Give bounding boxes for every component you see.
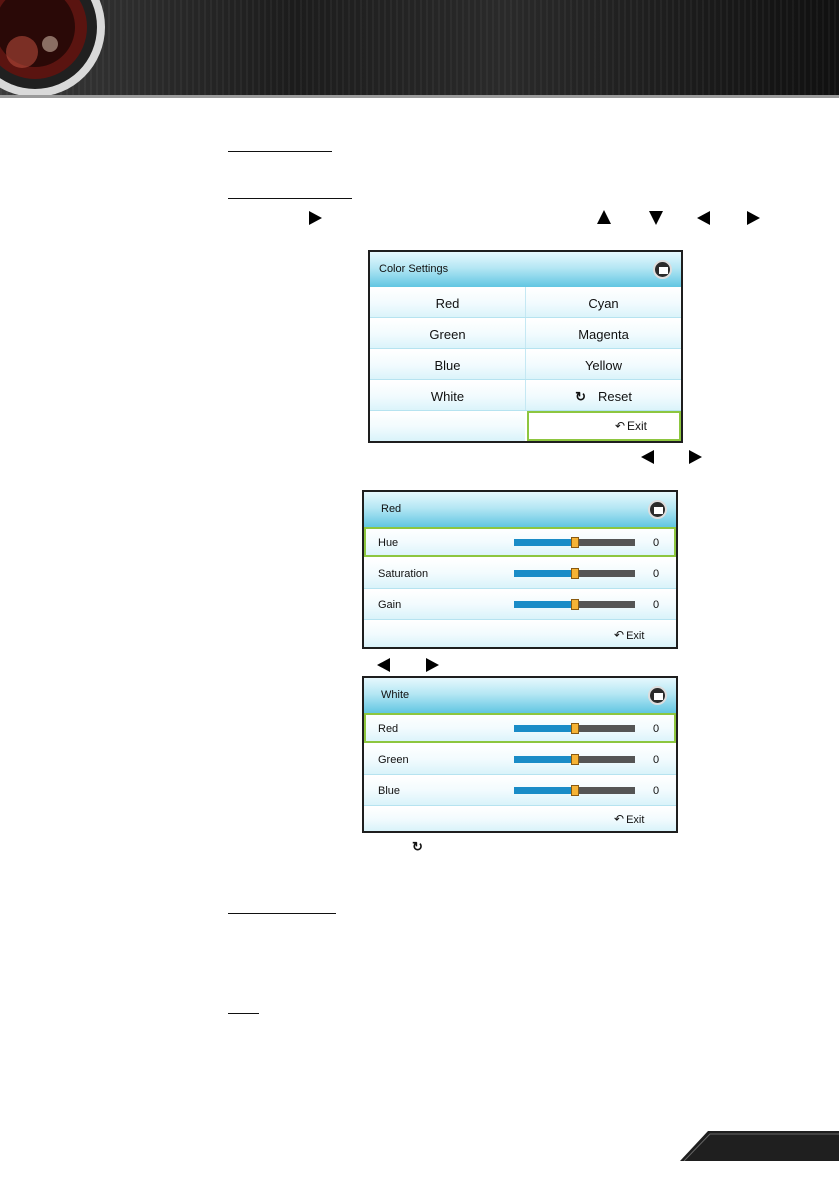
right-arrow-icon <box>747 211 760 225</box>
row-divider <box>370 348 681 349</box>
menu-item-white[interactable] <box>370 380 525 411</box>
exit-button[interactable] <box>614 628 644 642</box>
slider-label: Saturation <box>378 568 429 580</box>
gain-slider[interactable] <box>514 601 635 608</box>
row-divider <box>364 588 676 589</box>
slider-value: 0 <box>652 537 660 549</box>
exit-label: Exit <box>626 814 645 826</box>
color-settings-menu <box>368 250 683 443</box>
exit-return-icon: ↶ <box>614 419 626 433</box>
slider-fill <box>514 601 575 608</box>
menu-item-label: Reset <box>597 389 632 404</box>
exit-return-icon: ↶ <box>614 812 625 826</box>
slider-knob[interactable] <box>571 599 579 610</box>
slider-knob[interactable] <box>571 754 579 765</box>
slider-fill <box>514 787 575 794</box>
reset-icon: ↻ <box>575 389 586 404</box>
slider-knob[interactable] <box>571 568 579 579</box>
menu-title-text: Color Settings <box>379 263 449 275</box>
picture-icon <box>648 686 667 705</box>
left-arrow-icon <box>641 450 654 464</box>
slider-knob[interactable] <box>571 723 579 734</box>
slider-knob[interactable] <box>571 537 579 548</box>
menu-title <box>364 492 676 527</box>
up-arrow-icon <box>597 210 611 224</box>
slider-value: 0 <box>652 754 660 766</box>
left-arrow-icon <box>697 211 710 225</box>
red-adjust-menu <box>362 490 678 649</box>
slider-fill <box>514 539 575 546</box>
menu-item-label: Magenta <box>578 327 629 342</box>
lens-icon <box>0 0 110 98</box>
menu-item-yellow[interactable] <box>526 349 681 380</box>
white-adjust-menu <box>362 676 678 833</box>
menu-item-red[interactable] <box>370 287 525 318</box>
right-arrow-icon <box>309 211 322 225</box>
slider-value: 0 <box>652 785 660 797</box>
menu-item-magenta[interactable] <box>526 318 681 349</box>
heading-underline-2 <box>228 198 352 199</box>
heading-underline-3 <box>228 913 336 914</box>
menu-item-cyan[interactable] <box>526 287 681 318</box>
column-divider <box>525 287 526 411</box>
right-arrow-icon <box>689 450 702 464</box>
exit-return-icon: ↶ <box>614 628 625 642</box>
row-divider <box>370 317 681 318</box>
reset-icon: ↻ <box>412 839 423 854</box>
slider-value: 0 <box>652 568 660 580</box>
menu-item-label: Yellow <box>584 358 623 373</box>
page-footer-tab <box>680 1131 839 1161</box>
slider-fill <box>514 756 575 763</box>
menu-title-text: Red <box>381 503 402 515</box>
hue-slider[interactable] <box>514 539 635 546</box>
menu-title <box>364 678 676 713</box>
row-divider <box>364 805 676 806</box>
heading-underline-1 <box>228 151 332 152</box>
saturation-slider[interactable] <box>514 570 635 577</box>
slider-label: Gain <box>378 599 402 611</box>
menu-item-label: Blue <box>434 358 461 373</box>
menu-item-label: Cyan <box>588 296 619 311</box>
menu-item-label: Green <box>429 327 466 342</box>
picture-icon <box>653 260 672 279</box>
menu-item-label: Red <box>435 296 460 311</box>
slider-value: 0 <box>652 723 660 735</box>
menu-title <box>370 252 681 287</box>
green-slider[interactable] <box>514 756 635 763</box>
slider-fill <box>514 570 575 577</box>
slider-label: Blue <box>378 785 401 797</box>
menu-title-text: White <box>381 689 410 701</box>
exit-button[interactable] <box>527 411 681 441</box>
menu-item-green[interactable] <box>370 318 525 349</box>
slider-fill <box>514 725 575 732</box>
slider-label: Hue <box>378 537 399 549</box>
picture-icon <box>648 500 667 519</box>
exit-button[interactable] <box>614 812 644 826</box>
right-arrow-icon <box>426 658 439 672</box>
blue-slider[interactable] <box>514 787 635 794</box>
slider-label: Green <box>378 754 409 766</box>
slider-knob[interactable] <box>571 785 579 796</box>
row-divider <box>370 410 681 411</box>
menu-item-blue[interactable] <box>370 349 525 380</box>
page-header <box>0 0 839 98</box>
exit-label: Exit <box>626 630 645 642</box>
row-divider <box>364 619 676 620</box>
row-divider <box>370 379 681 380</box>
red-slider[interactable] <box>514 725 635 732</box>
left-arrow-icon <box>377 658 390 672</box>
menu-empty-cell <box>370 411 525 441</box>
slider-label: Red <box>378 723 399 735</box>
menu-item-reset[interactable] <box>526 380 681 411</box>
menu-item-label: White <box>430 389 465 404</box>
row-divider <box>364 774 676 775</box>
down-arrow-icon <box>649 211 663 225</box>
exit-label: Exit <box>627 419 648 433</box>
heading-underline-4 <box>228 1013 259 1014</box>
slider-value: 0 <box>652 599 660 611</box>
